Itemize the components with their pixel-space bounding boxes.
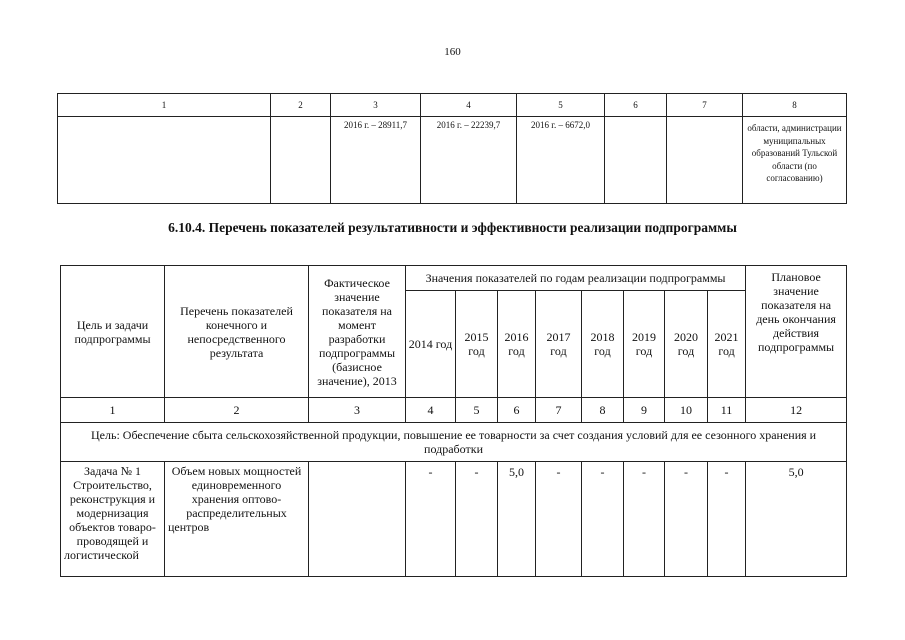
task-row: [61, 462, 847, 577]
goal-row: [61, 423, 847, 462]
year-value-cell: -: [665, 462, 708, 577]
column-number: 6: [498, 398, 536, 423]
continuation-header-cell: 8: [743, 94, 847, 117]
continuation-cell-responsible: области, администрации муниципальных образований Тульской области (по согласованию): [743, 117, 847, 204]
continuation-cell: [271, 117, 331, 204]
header-actual-value: Фактическое значение показателя на момент разработки подпрограммы (базисное значение), 2013: [309, 266, 406, 398]
continuation-header-cell: 4: [421, 94, 517, 117]
planned-value-cell: 5,0: [746, 462, 847, 577]
year-value-cell: -: [406, 462, 456, 577]
header-year: 2015 год: [456, 291, 498, 398]
goal-text: Цель: Обеспечение сбыта сельскохозяйственной продукции, повышение ее товарности за счет создания условий для ее сезонного хранения и подработки: [61, 423, 847, 462]
continuation-header-row: [58, 94, 847, 117]
column-number: 8: [582, 398, 624, 423]
column-number: 3: [309, 398, 406, 423]
year-value-cell: -: [582, 462, 624, 577]
actual-value-cell: [309, 462, 406, 577]
continuation-cell: 2016 г. – 22239,7: [421, 117, 517, 204]
header-year: 2017 год: [536, 291, 582, 398]
header-indicators: Перечень показателей конечного и непосредственного результата: [165, 266, 309, 398]
page-number: 160: [444, 46, 461, 58]
column-number: 10: [665, 398, 708, 423]
header-year: 2014 год: [406, 291, 456, 398]
column-number: 5: [456, 398, 498, 423]
continuation-header-cell: 2: [271, 94, 331, 117]
column-number: 1: [61, 398, 165, 423]
indicator-cell: Объем новых мощностей единовременного хранения оптово-распределительных центров: [165, 462, 309, 577]
continuation-cell: 2016 г. – 6672,0: [517, 117, 605, 204]
continuation-cell: [667, 117, 743, 204]
continuation-cell: [605, 117, 667, 204]
column-number: 2: [165, 398, 309, 423]
year-value-cell: -: [456, 462, 498, 577]
continuation-header-cell: 5: [517, 94, 605, 117]
header-year: 2021 год: [708, 291, 746, 398]
header-year: 2018 год: [582, 291, 624, 398]
continuation-cell: [58, 117, 271, 204]
header-year: 2019 год: [624, 291, 665, 398]
section-heading: 6.10.4. Перечень показателей результативности и эффективности реализации подпрограммы: [168, 220, 737, 235]
column-number: 9: [624, 398, 665, 423]
year-value-cell: -: [536, 462, 582, 577]
continuation-header-cell: 3: [331, 94, 421, 117]
column-number: 11: [708, 398, 746, 423]
year-value-cell: -: [708, 462, 746, 577]
year-value-cell: 5,0: [498, 462, 536, 577]
header-planned-value: Плановое значение показателя на день окончания действия подпрограммы: [746, 266, 847, 398]
year-value-cell: -: [624, 462, 665, 577]
continuation-body-row: [58, 117, 847, 204]
continuation-cell: 2016 г. – 28911,7: [331, 117, 421, 204]
column-number: 7: [536, 398, 582, 423]
column-number: 12: [746, 398, 847, 423]
header-year: 2016 год: [498, 291, 536, 398]
continuation-table: [57, 93, 847, 204]
continuation-header-cell: 7: [667, 94, 743, 117]
header-goal-tasks: Цель и задачи подпрограммы: [61, 266, 165, 398]
header-row-top: [61, 266, 847, 291]
continuation-header-cell: 1: [58, 94, 271, 117]
continuation-header-cell: 6: [605, 94, 667, 117]
column-number: 4: [406, 398, 456, 423]
task-cell: Задача № 1 Строительство, реконструкция и модернизация объектов товаро-проводящей и логистической: [61, 462, 165, 577]
indicators-table: [60, 265, 847, 577]
header-year: 2020 год: [665, 291, 708, 398]
header-years-group: Значения показателей по годам реализации подпрограммы: [406, 266, 746, 291]
column-number-row: [61, 398, 847, 423]
